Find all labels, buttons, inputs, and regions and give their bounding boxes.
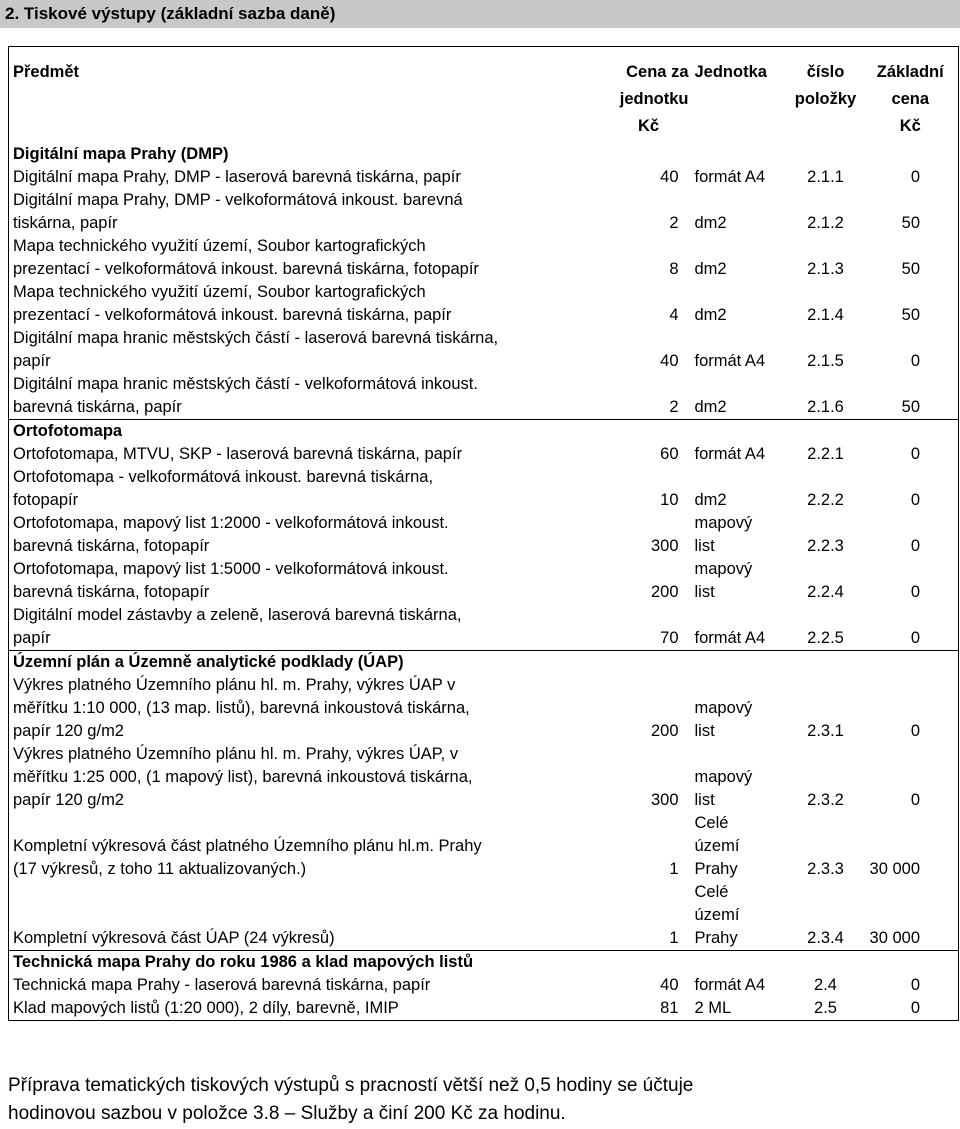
- cell-unit: Celé území Prahy: [694, 883, 740, 947]
- table-row: [9, 812, 959, 881]
- cell-item: Mapa technického využití území, Soubor kartografických prezentací - velkoformátová inkoust. barevná tiskárna, papír: [13, 283, 452, 324]
- cell-empty: [691, 651, 789, 675]
- cell-price: 2: [669, 214, 679, 232]
- cell-code: 2.2.3: [807, 537, 844, 555]
- cell-base: 50: [901, 260, 920, 278]
- table-group-row: [9, 143, 959, 166]
- cell-base: 0: [910, 999, 920, 1017]
- table-row: [9, 604, 959, 651]
- cell-item: Územní plán a Územně analytické podklady (ÚAP): [9, 651, 605, 675]
- table-group-row: [9, 951, 959, 975]
- cell-code: 2.1.5: [807, 352, 844, 370]
- cell-code: 2.3.2: [807, 791, 844, 809]
- cell-empty: [863, 951, 959, 975]
- cell-price: 4: [669, 306, 679, 324]
- cell-unit: formát A4: [694, 352, 766, 370]
- cell-item: Digitální mapa Prahy, DMP - velkoformátová inkoust. barevná tiskárna, papír: [13, 191, 463, 232]
- cell-base: 0: [910, 722, 920, 740]
- cell-empty: [691, 951, 789, 975]
- cell-code: 2.3.1: [807, 722, 844, 740]
- cell-code: 2.1.2: [807, 214, 844, 232]
- cell-base: 30 000: [869, 860, 920, 878]
- cell-code: 2.1.1: [807, 168, 844, 186]
- table-group-row: [9, 420, 959, 444]
- cell-price: 8: [669, 260, 679, 278]
- table-body: [9, 143, 959, 1021]
- footer-note-line: Příprava tematických tiskových výstupů s pracností větší než 0,5 hodiny se účtuje: [8, 1075, 694, 1096]
- cell-price: 40: [660, 352, 679, 370]
- cell-item: Ortofotomapa - velkoformátová inkoust. barevná tiskárna, fotopapír: [13, 468, 434, 509]
- cell-base: 50: [901, 306, 920, 324]
- cell-unit: formát A4: [694, 629, 766, 647]
- cell-item: Digitální mapa hranic městských částí - velkoformátová inkoust. barevná tiskárna, papír: [13, 375, 478, 416]
- table-row: [9, 281, 959, 327]
- cell-code: 2.2.2: [807, 491, 844, 509]
- cell-item: Výkres platného Územního plánu hl. m. Prahy, výkres ÚAP v měřítku 1:10 000, (13 map. listů), barevná inkoustová tiskárna, papír 120 g/m2: [13, 676, 470, 740]
- table-row: [9, 674, 959, 743]
- cell-item: Technická mapa Prahy do roku 1986 a klad mapových listů: [9, 951, 605, 975]
- cell-unit: mapový list: [694, 560, 753, 601]
- cell-base: 0: [910, 976, 920, 994]
- table-row: [9, 466, 959, 512]
- cell-empty: [605, 143, 691, 166]
- cell-empty: [863, 651, 959, 675]
- footer-note-line: hodinovou sazbou v položce 3.8 – Služby a činí 200 Kč za hodinu.: [8, 1103, 566, 1124]
- cell-base: 50: [901, 398, 920, 416]
- cell-empty: [863, 420, 959, 444]
- cell-price: 40: [660, 976, 679, 994]
- cell-code: 2.2.1: [807, 445, 844, 463]
- cell-base: 0: [910, 537, 920, 555]
- cell-code: 2.2.5: [807, 629, 844, 647]
- cell-price: 70: [660, 629, 679, 647]
- cell-empty: [605, 951, 691, 975]
- cell-base: 0: [910, 491, 920, 509]
- cell-empty: [691, 143, 789, 166]
- cell-empty: [789, 951, 863, 975]
- cell-unit: mapový list: [694, 514, 753, 555]
- cell-price: 200: [650, 722, 679, 740]
- cell-item: Ortofotomapa, mapový list 1:2000 - velkoformátová inkoust. barevná tiskárna, fotopapír: [13, 514, 449, 555]
- column-header-code: číslo položky: [794, 63, 857, 108]
- cell-code: 2.3.3: [807, 860, 844, 878]
- cell-price: 1: [669, 860, 679, 878]
- cell-unit: formát A4: [694, 168, 766, 186]
- table-row: [9, 166, 959, 189]
- cell-base: 30 000: [869, 929, 920, 947]
- column-header-item: Předmět: [13, 63, 80, 81]
- table-row: [9, 512, 959, 558]
- column-header-unit: Jednotka: [694, 63, 767, 81]
- cell-price: 10: [660, 491, 679, 509]
- cell-base: 0: [910, 168, 920, 186]
- table-row: [9, 443, 959, 466]
- footer-note: [8, 1072, 908, 1128]
- cell-price: 200: [650, 583, 679, 601]
- cell-item: Digitální mapa Prahy (DMP): [13, 145, 229, 163]
- cell-price: 60: [660, 445, 679, 463]
- table-group-row: [9, 651, 959, 675]
- cell-item: Technická mapa Prahy - laserová barevná tiskárna, papír: [13, 976, 431, 994]
- cell-code: 2.1.4: [807, 306, 844, 324]
- table-row: [9, 881, 959, 951]
- cell-item: Ortofotomapa: [9, 420, 605, 444]
- cell-code: 2.1.3: [807, 260, 844, 278]
- cell-item: Mapa technického využití území, Soubor kartografických prezentací - velkoformátová inkoust. barevná tiskárna, fotopapír: [13, 237, 479, 278]
- cell-empty: [789, 420, 863, 444]
- cell-empty: [605, 651, 691, 675]
- cell-empty: [789, 143, 863, 166]
- cell-price: 1: [669, 929, 679, 947]
- cell-unit: dm2: [694, 214, 727, 232]
- cell-item: Kompletní výkresová část ÚAP (24 výkresů): [13, 929, 335, 947]
- cell-price: 40: [660, 168, 679, 186]
- table-row: [9, 235, 959, 281]
- cell-base: 0: [910, 583, 920, 601]
- cell-empty: [691, 420, 789, 444]
- cell-empty: [789, 651, 863, 675]
- cell-base: 0: [910, 791, 920, 809]
- cell-base: 50: [901, 214, 920, 232]
- cell-item: Výkres platného Územního plánu hl. m. Prahy, výkres ÚAP, v měřítku 1:25 000, (1 mapový list), barevná inkoustová tiskárna, papír 120 g/m2: [13, 745, 473, 809]
- cell-item: Ortofotomapa, mapový list 1:5000 - velkoformátová inkoust. barevná tiskárna, fotopapír: [13, 560, 449, 601]
- cell-empty: [863, 143, 959, 166]
- table-row: [9, 997, 959, 1021]
- table-header-row: [9, 47, 959, 144]
- cell-unit: dm2: [694, 306, 727, 324]
- cell-code: 2.5: [814, 999, 837, 1017]
- table-row: [9, 743, 959, 812]
- column-header-price: Cena za jednotku Kč: [619, 63, 689, 135]
- cell-item: Klad mapových listů (1:20 000), 2 díly, barevně, IMIP: [13, 999, 399, 1017]
- cell-item: Kompletní výkresová část platného Územního plánu hl.m. Prahy (17 výkresů, z toho 11 aktualizovaných.): [13, 837, 482, 878]
- section-title: 2. Tiskové výstupy (základní sazba daně): [0, 0, 960, 28]
- cell-code: 2.3.4: [807, 929, 844, 947]
- cell-unit: formát A4: [694, 445, 766, 463]
- cell-item: Digitální mapa Prahy, DMP - laserová barevná tiskárna, papír: [13, 168, 461, 186]
- table-row: [9, 974, 959, 997]
- cell-price: 2: [669, 398, 679, 416]
- cell-empty: [605, 420, 691, 444]
- cell-unit: mapový list: [694, 768, 753, 809]
- price-table: [8, 46, 959, 1021]
- cell-unit: Celé území Prahy: [694, 814, 740, 878]
- cell-code: 2.1.6: [807, 398, 844, 416]
- table-row: [9, 327, 959, 373]
- cell-price: 300: [650, 791, 679, 809]
- cell-base: 0: [910, 352, 920, 370]
- cell-unit: dm2: [694, 398, 727, 416]
- cell-base: 0: [910, 629, 920, 647]
- cell-unit: dm2: [694, 491, 727, 509]
- cell-price: 81: [660, 999, 679, 1017]
- cell-code: 2.2.4: [807, 583, 844, 601]
- cell-unit: mapový list: [694, 699, 753, 740]
- cell-unit: dm2: [694, 260, 727, 278]
- cell-price: 300: [650, 537, 679, 555]
- table-row: [9, 558, 959, 604]
- cell-code: 2.4: [814, 976, 837, 994]
- cell-base: 0: [910, 445, 920, 463]
- cell-unit: 2 ML: [694, 999, 732, 1017]
- cell-item: Ortofotomapa, MTVU, SKP - laserová barevná tiskárna, papír: [13, 445, 463, 463]
- table-row: [9, 373, 959, 420]
- cell-item: Digitální model zástavby a zeleně, laserová barevná tiskárna, papír: [13, 606, 462, 647]
- column-header-base: Základní cena Kč: [876, 63, 944, 135]
- cell-unit: formát A4: [694, 976, 766, 994]
- table-row: [9, 189, 959, 235]
- cell-item: Digitální mapa hranic městských částí - laserová barevná tiskárna, papír: [13, 329, 499, 370]
